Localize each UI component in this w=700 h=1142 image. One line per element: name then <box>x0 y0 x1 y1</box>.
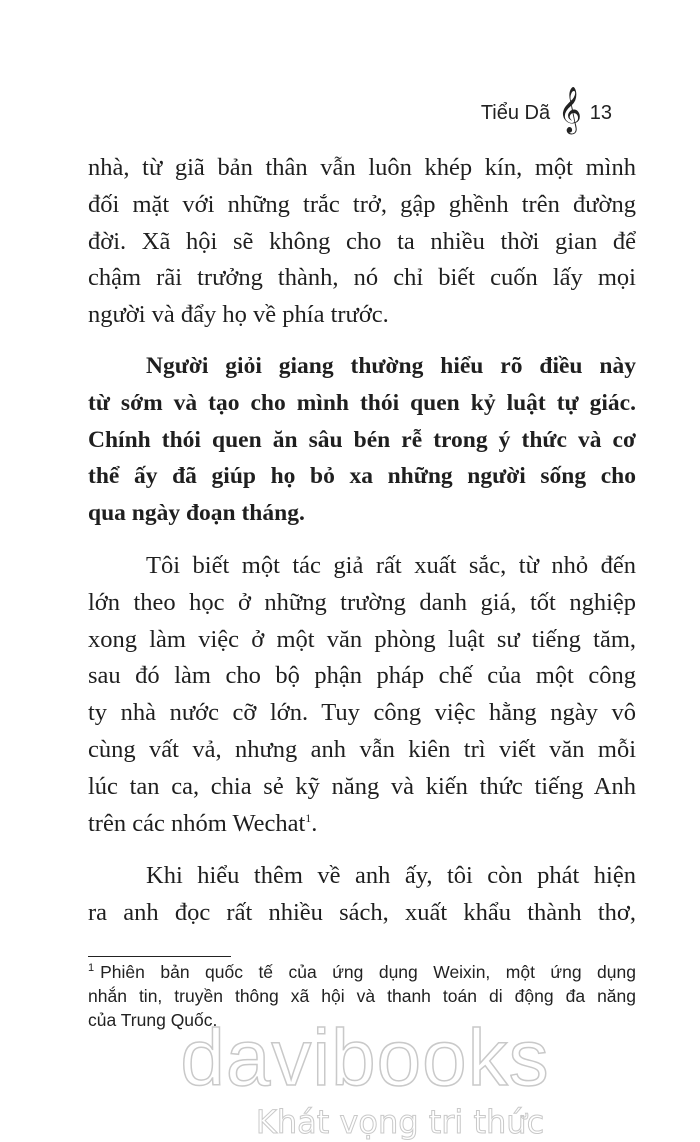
footnote-line <box>88 960 636 984</box>
text-line: chậm rãi trưởng thành, nó chỉ biết cuốn lấy mọi <box>88 264 636 292</box>
text-line-content: trên các nhóm Wechat <box>88 809 306 837</box>
bold-paragraph <box>88 348 636 532</box>
paragraph <box>88 548 636 842</box>
book-title: Tiểu Dã <box>480 101 551 124</box>
page-number: 13 <box>589 101 612 124</box>
footnote-line: nhắn tin, truyền thông xã hội và thanh toán di động đa năng <box>88 986 636 1006</box>
text-line: ra anh đọc rất nhiều sách, xuất khẩu thành thơ, <box>88 898 636 926</box>
treble-clef-icon: 𝄞 <box>558 87 582 133</box>
text-line <box>88 806 636 843</box>
watermark-brand: davibooks <box>180 1013 550 1102</box>
text-line: lớn theo học ở những trường danh giá, tốt nghiệp <box>88 588 636 616</box>
footnote-divider <box>88 956 231 957</box>
text-line: sau đó làm cho bộ phận pháp chế của một công <box>88 662 636 690</box>
watermark-tagline: Khát vọng tri thức <box>255 1103 545 1141</box>
text-line: thể ấy đã giúp họ bỏ xa những người sống cho <box>88 463 636 490</box>
footnote-line: của Trung Quốc. <box>88 1010 218 1030</box>
text-line: người và đẩy họ về phía trước. <box>88 301 389 329</box>
text-line: từ sớm và tạo cho mình thói quen kỷ luật tự giác. <box>88 389 636 416</box>
text-line: đối mặt với những trắc trở, gập ghềnh trên đường <box>88 190 636 218</box>
footnote-reference: 1 <box>305 810 312 825</box>
text-line: Chính thói quen ăn sâu bén rễ trong ý thức và cơ <box>88 426 636 453</box>
paragraph-continued <box>88 150 636 334</box>
text-line: xong làm việc ở một văn phòng luật sư tiếng tăm, <box>88 625 636 653</box>
text-line: cùng vất vả, nhưng anh vẫn kiên trì viết văn mỗi <box>88 735 636 763</box>
text-line: qua ngày đoạn tháng. <box>88 500 305 527</box>
text-line: nhà, từ giã bản thân vẫn luôn khép kín, một mình <box>88 154 636 181</box>
text-line: lúc tan ca, chia sẻ kỹ năng và kiến thức tiếng Anh <box>88 772 636 800</box>
publisher-watermark <box>0 1013 700 1142</box>
text-line: Tôi biết một tác giả rất xuất sắc, từ nhỏ đến <box>146 552 636 579</box>
text-line: Khi hiểu thêm về anh ấy, tôi còn phát hiện <box>146 862 636 889</box>
footnote-marker: 1 <box>88 962 95 975</box>
text-line: Người giỏi giang thường hiểu rõ điều này <box>146 353 636 379</box>
text-line: ty nhà nước cỡ lớn. Tuy công việc hằng ngày vô <box>88 699 636 727</box>
sentence-end: . <box>311 809 318 837</box>
text-line: đời. Xã hội sẽ không cho ta nhiều thời gian để <box>88 227 636 255</box>
paragraph <box>88 858 636 932</box>
footnote-text: Phiên bản quốc tế của ứng dụng Weixin, một ứng dụng <box>100 962 636 982</box>
running-header <box>480 87 612 133</box>
footnote <box>88 960 636 1032</box>
